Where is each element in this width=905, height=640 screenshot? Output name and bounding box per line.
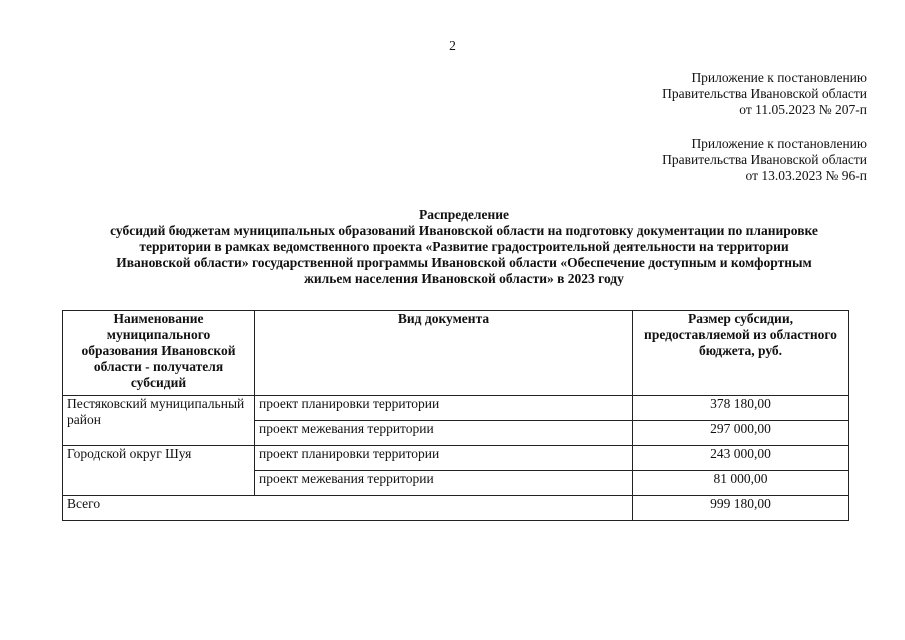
title-line: субсидий бюджетам муниципальных образований Ивановской области на подготовку документации по планировке	[110, 223, 818, 238]
table-row	[63, 396, 849, 421]
municipality-cell: Городской округ Шуя	[63, 446, 255, 496]
table-total-row	[63, 496, 849, 521]
header-municipality: Наименование муниципального образования Ивановской области - получателя субсидий	[63, 311, 255, 396]
total-amount: 999 180,00	[633, 496, 849, 521]
amount-cell: 378 180,00	[633, 396, 849, 421]
appendix-line: Приложение к постановлению	[691, 136, 867, 151]
total-label: Всего	[63, 496, 633, 521]
header-document-type: Вид документа	[255, 311, 633, 396]
appendix-line: от 13.03.2023 № 96-п	[745, 168, 867, 183]
appendix-note-current	[527, 70, 867, 118]
document-cell: проект межевания территории	[255, 471, 633, 496]
title-line: территории в рамках ведомственного проекта «Развитие градостроительной деятельности на территории	[139, 239, 789, 254]
municipality-cell: Пестяковский муниципальный район	[63, 396, 255, 446]
document-cell: проект планировки территории	[255, 446, 633, 471]
appendix-line: Правительства Ивановской области	[662, 152, 867, 167]
amount-cell: 243 000,00	[633, 446, 849, 471]
page-number: 2	[449, 38, 456, 53]
title-line: Распределение	[418, 207, 510, 222]
document-title	[40, 207, 888, 287]
appendix-note-original	[527, 136, 867, 184]
title-line: жильем населения Ивановской области» в 2023 году	[304, 271, 624, 286]
amount-cell: 81 000,00	[633, 471, 849, 496]
header-subsidy-amount: Размер субсидии, предоставляемой из областного бюджета, руб.	[633, 311, 849, 396]
amount-cell: 297 000,00	[633, 421, 849, 446]
document-cell: проект межевания территории	[255, 421, 633, 446]
appendix-line: Приложение к постановлению	[691, 70, 867, 85]
subsidy-distribution-table	[62, 310, 849, 521]
appendix-line: Правительства Ивановской области	[662, 86, 867, 101]
appendix-line: от 11.05.2023 № 207-п	[739, 102, 867, 117]
document-cell: проект планировки территории	[255, 396, 633, 421]
table-header-row	[63, 311, 849, 396]
title-line: Ивановской области» государственной программы Ивановской области «Обеспечение доступным и комфортным	[116, 255, 812, 270]
table-row	[63, 446, 849, 471]
